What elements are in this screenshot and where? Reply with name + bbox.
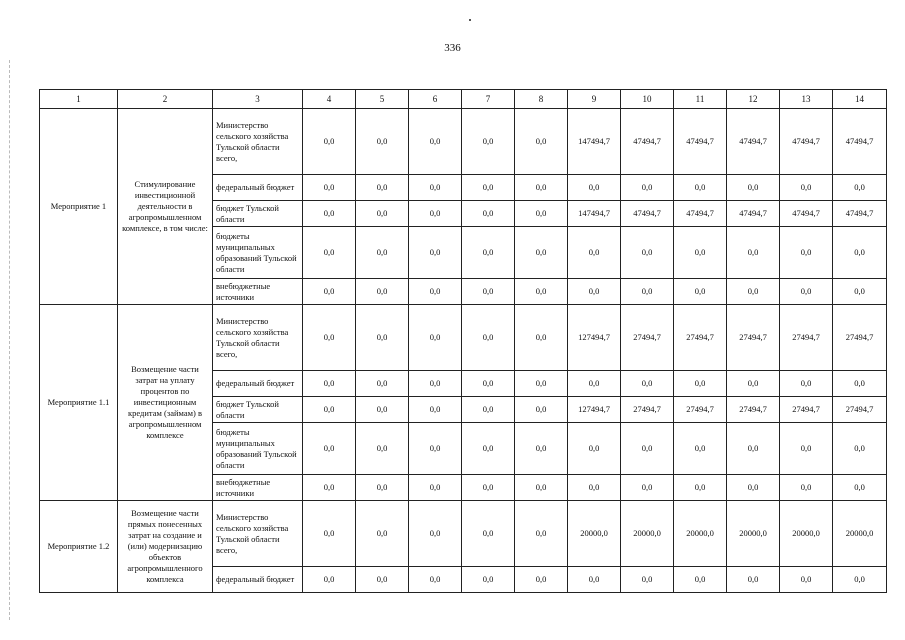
amount-cell: 127494,7 <box>568 305 621 371</box>
budget-table-container <box>39 89 887 593</box>
amount-cell: 0,0 <box>515 567 568 593</box>
amount-cell: 0,0 <box>727 279 780 305</box>
amount-cell: 0,0 <box>780 475 833 501</box>
header-cell: 7 <box>462 90 515 109</box>
amount-cell: 0,0 <box>780 567 833 593</box>
amount-cell: 0,0 <box>621 567 674 593</box>
amount-cell: 0,0 <box>833 423 887 475</box>
budget-table <box>39 89 887 593</box>
amount-cell: 27494,7 <box>833 397 887 423</box>
amount-cell: 0,0 <box>462 475 515 501</box>
amount-cell: 0,0 <box>303 371 356 397</box>
header-cell: 4 <box>303 90 356 109</box>
amount-cell: 0,0 <box>462 371 515 397</box>
amount-cell: 0,0 <box>674 567 727 593</box>
amount-cell: 27494,7 <box>621 397 674 423</box>
amount-cell: 0,0 <box>621 227 674 279</box>
funding-source-cell: федеральный бюджет <box>213 175 303 201</box>
amount-cell: 0,0 <box>780 175 833 201</box>
header-cell: 1 <box>40 90 118 109</box>
amount-cell: 27494,7 <box>621 305 674 371</box>
amount-cell: 0,0 <box>515 279 568 305</box>
event-description-cell: Возмещение части затрат на уплату процентов по инвестиционным кредитам (займам) в агропромышленном комплексе <box>118 305 213 501</box>
header-row <box>40 90 887 109</box>
amount-cell: 0,0 <box>409 305 462 371</box>
amount-cell: 0,0 <box>462 397 515 423</box>
amount-cell: 127494,7 <box>568 397 621 423</box>
amount-cell: 0,0 <box>780 227 833 279</box>
amount-cell: 0,0 <box>833 475 887 501</box>
event-name-cell: Мероприятие 1 <box>40 109 118 305</box>
amount-cell: 0,0 <box>303 567 356 593</box>
amount-cell: 0,0 <box>568 423 621 475</box>
amount-cell: 0,0 <box>674 227 727 279</box>
amount-cell: 0,0 <box>303 423 356 475</box>
funding-source-cell: бюджет Тульской области <box>213 397 303 423</box>
amount-cell: 0,0 <box>780 279 833 305</box>
amount-cell: 47494,7 <box>780 109 833 175</box>
amount-cell: 47494,7 <box>727 109 780 175</box>
amount-cell: 20000,0 <box>780 501 833 567</box>
amount-cell: 0,0 <box>303 501 356 567</box>
amount-cell: 0,0 <box>303 109 356 175</box>
amount-cell: 0,0 <box>833 227 887 279</box>
amount-cell: 0,0 <box>462 175 515 201</box>
amount-cell: 47494,7 <box>833 201 887 227</box>
page-number: 336 <box>444 42 461 54</box>
event-description-cell: Возмещение части прямых понесенных затрат на создание и (или) модернизацию объектов агропромышленного комплекса <box>118 501 213 593</box>
amount-cell: 20000,0 <box>568 501 621 567</box>
amount-cell: 0,0 <box>462 501 515 567</box>
header-cell: 5 <box>356 90 409 109</box>
amount-cell: 0,0 <box>462 227 515 279</box>
amount-cell: 0,0 <box>356 109 409 175</box>
amount-cell: 0,0 <box>409 227 462 279</box>
amount-cell: 0,0 <box>727 423 780 475</box>
header-cell: 3 <box>213 90 303 109</box>
amount-cell: 47494,7 <box>833 109 887 175</box>
amount-cell: 0,0 <box>515 201 568 227</box>
amount-cell: 0,0 <box>727 227 780 279</box>
amount-cell: 0,0 <box>621 475 674 501</box>
amount-cell: 0,0 <box>515 175 568 201</box>
amount-cell: 0,0 <box>515 305 568 371</box>
header-cell: 9 <box>568 90 621 109</box>
header-cell: 8 <box>515 90 568 109</box>
amount-cell: 0,0 <box>674 175 727 201</box>
amount-cell: 0,0 <box>674 423 727 475</box>
amount-cell: 0,0 <box>568 475 621 501</box>
amount-cell: 0,0 <box>515 501 568 567</box>
amount-cell: 0,0 <box>727 475 780 501</box>
amount-cell: 27494,7 <box>780 305 833 371</box>
amount-cell: 0,0 <box>462 279 515 305</box>
amount-cell: 0,0 <box>515 397 568 423</box>
event-name-cell: Мероприятие 1.2 <box>40 501 118 593</box>
amount-cell: 47494,7 <box>621 201 674 227</box>
amount-cell: 0,0 <box>568 227 621 279</box>
amount-cell: 47494,7 <box>674 201 727 227</box>
amount-cell: 147494,7 <box>568 201 621 227</box>
header-cell: 11 <box>674 90 727 109</box>
amount-cell: 0,0 <box>462 201 515 227</box>
amount-cell: 0,0 <box>462 305 515 371</box>
amount-cell: 0,0 <box>515 109 568 175</box>
amount-cell: 0,0 <box>303 227 356 279</box>
amount-cell: 0,0 <box>303 305 356 371</box>
header-cell: 6 <box>409 90 462 109</box>
amount-cell: 0,0 <box>356 501 409 567</box>
amount-cell: 0,0 <box>303 397 356 423</box>
amount-cell: 0,0 <box>356 423 409 475</box>
funding-source-cell: внебюджетные источники <box>213 475 303 501</box>
funding-source-cell: Министерство сельского хозяйства Тульской области всего, <box>213 109 303 175</box>
amount-cell: 0,0 <box>833 567 887 593</box>
amount-cell: 0,0 <box>515 475 568 501</box>
funding-source-cell: бюджеты муниципальных образований Тульской области <box>213 423 303 475</box>
amount-cell: 47494,7 <box>621 109 674 175</box>
funding-source-cell: бюджет Тульской области <box>213 201 303 227</box>
amount-cell: 0,0 <box>356 371 409 397</box>
amount-cell: 0,0 <box>515 371 568 397</box>
amount-cell: 0,0 <box>462 567 515 593</box>
amount-cell: 27494,7 <box>833 305 887 371</box>
funding-source-cell: Министерство сельского хозяйства Тульской области всего, <box>213 305 303 371</box>
amount-cell: 27494,7 <box>727 397 780 423</box>
amount-cell: 0,0 <box>409 567 462 593</box>
amount-cell: 0,0 <box>780 371 833 397</box>
amount-cell: 20000,0 <box>833 501 887 567</box>
table-row <box>40 305 887 371</box>
amount-cell: 0,0 <box>568 175 621 201</box>
amount-cell: 0,0 <box>409 201 462 227</box>
amount-cell: 0,0 <box>409 501 462 567</box>
header-cell: 10 <box>621 90 674 109</box>
amount-cell: 0,0 <box>462 423 515 475</box>
amount-cell: 47494,7 <box>727 201 780 227</box>
amount-cell: 0,0 <box>462 109 515 175</box>
table-body <box>40 90 887 593</box>
funding-source-cell: федеральный бюджет <box>213 567 303 593</box>
amount-cell: 0,0 <box>780 423 833 475</box>
amount-cell: 27494,7 <box>674 305 727 371</box>
amount-cell: 0,0 <box>356 305 409 371</box>
amount-cell: 20000,0 <box>621 501 674 567</box>
amount-cell: 0,0 <box>674 279 727 305</box>
amount-cell: 0,0 <box>409 109 462 175</box>
amount-cell: 0,0 <box>409 371 462 397</box>
amount-cell: 0,0 <box>674 371 727 397</box>
amount-cell: 147494,7 <box>568 109 621 175</box>
amount-cell: 27494,7 <box>674 397 727 423</box>
header-cell: 12 <box>727 90 780 109</box>
amount-cell: 0,0 <box>674 475 727 501</box>
funding-source-cell: федеральный бюджет <box>213 371 303 397</box>
amount-cell: 0,0 <box>409 475 462 501</box>
table-row <box>40 109 887 175</box>
amount-cell: 47494,7 <box>780 201 833 227</box>
amount-cell: 0,0 <box>568 567 621 593</box>
amount-cell: 0,0 <box>303 475 356 501</box>
event-description-cell: Стимулирование инвестиционной деятельности в агропромышленном комплексе, в том числе: <box>118 109 213 305</box>
amount-cell: 0,0 <box>409 279 462 305</box>
event-name-cell: Мероприятие 1.1 <box>40 305 118 501</box>
amount-cell: 0,0 <box>409 397 462 423</box>
amount-cell: 0,0 <box>303 201 356 227</box>
header-cell: 2 <box>118 90 213 109</box>
amount-cell: 0,0 <box>727 371 780 397</box>
amount-cell: 0,0 <box>621 423 674 475</box>
funding-source-cell: внебюджетные источники <box>213 279 303 305</box>
amount-cell: 0,0 <box>356 567 409 593</box>
amount-cell: 0,0 <box>515 227 568 279</box>
amount-cell: 20000,0 <box>674 501 727 567</box>
amount-cell: 0,0 <box>356 279 409 305</box>
amount-cell: 20000,0 <box>727 501 780 567</box>
amount-cell: 0,0 <box>303 279 356 305</box>
scan-dot <box>469 19 471 21</box>
amount-cell: 0,0 <box>833 371 887 397</box>
amount-cell: 0,0 <box>833 175 887 201</box>
amount-cell: 0,0 <box>356 201 409 227</box>
amount-cell: 0,0 <box>515 423 568 475</box>
amount-cell: 0,0 <box>356 227 409 279</box>
amount-cell: 0,0 <box>621 279 674 305</box>
header-cell: 14 <box>833 90 887 109</box>
margin-line <box>9 60 10 620</box>
amount-cell: 47494,7 <box>674 109 727 175</box>
amount-cell: 0,0 <box>833 279 887 305</box>
amount-cell: 0,0 <box>356 397 409 423</box>
amount-cell: 0,0 <box>356 475 409 501</box>
amount-cell: 0,0 <box>727 567 780 593</box>
header-cell: 13 <box>780 90 833 109</box>
amount-cell: 0,0 <box>727 175 780 201</box>
table-row <box>40 501 887 567</box>
funding-source-cell: бюджеты муниципальных образований Тульской области <box>213 227 303 279</box>
amount-cell: 27494,7 <box>727 305 780 371</box>
amount-cell: 0,0 <box>303 175 356 201</box>
funding-source-cell: Министерство сельского хозяйства Тульской области всего, <box>213 501 303 567</box>
amount-cell: 0,0 <box>409 175 462 201</box>
amount-cell: 0,0 <box>568 279 621 305</box>
amount-cell: 27494,7 <box>780 397 833 423</box>
amount-cell: 0,0 <box>621 371 674 397</box>
amount-cell: 0,0 <box>568 371 621 397</box>
amount-cell: 0,0 <box>356 175 409 201</box>
amount-cell: 0,0 <box>409 423 462 475</box>
amount-cell: 0,0 <box>621 175 674 201</box>
